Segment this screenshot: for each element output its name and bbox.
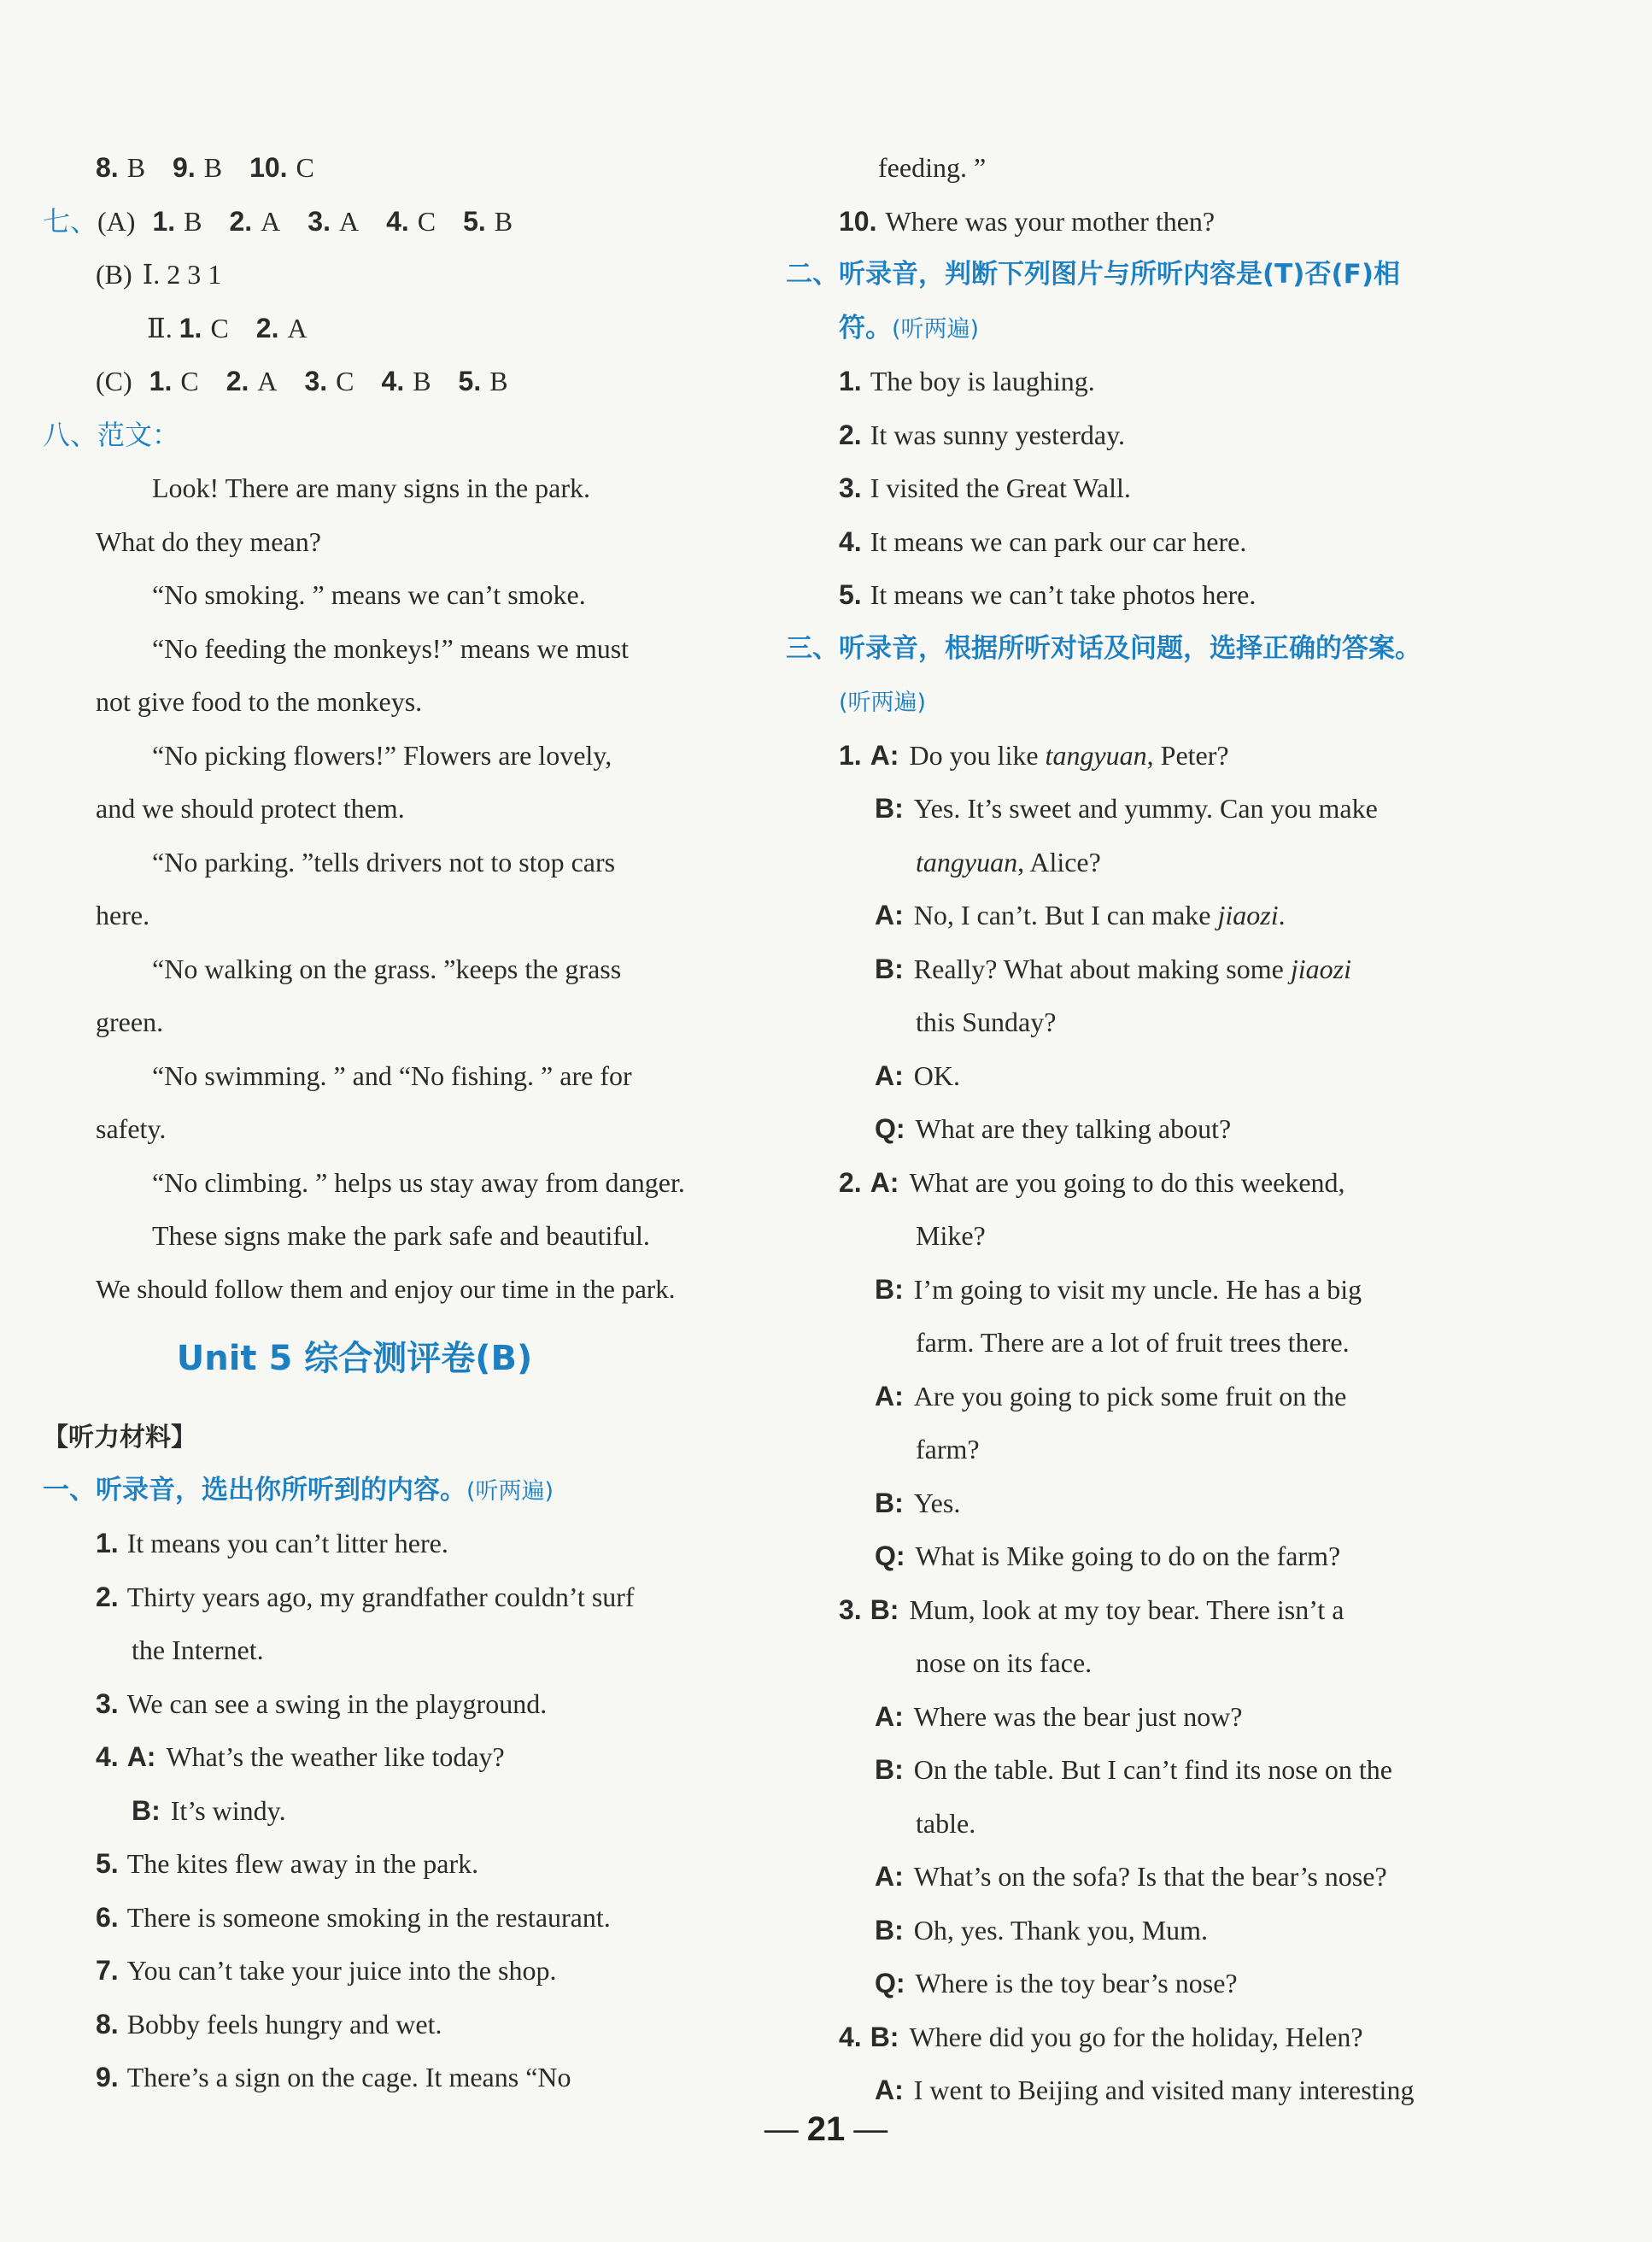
list-item-continuation: B: It’s windy. <box>132 1794 286 1826</box>
essay-line: here. <box>96 900 150 930</box>
essay-line: Look! There are many signs in the park. <box>152 472 591 503</box>
answer-section-7a: 七、(A) 1. B 2. A 3. A 4. C 5. B <box>43 205 513 237</box>
list-item: 10. Where was your mother then? <box>839 205 1216 237</box>
list-item: 1. It means you can’t litter here. <box>96 1528 448 1558</box>
section-2-heading: 二、听录音，判断下列图片与所听内容是(T)否(F)相 <box>786 259 1400 290</box>
dialogue-line: Q: What is Mike going to do on the farm? <box>875 1541 1341 1571</box>
dialogue-line: B: Yes. It’s sweet and yummy. Can you make <box>875 793 1378 824</box>
essay-line: “No parking. ”tells drivers not to stop cars <box>152 846 616 877</box>
list-item: 3. I visited the Great Wall. <box>839 472 1131 503</box>
list-item: 7. You can’t take your juice into the shop. <box>96 1955 557 1986</box>
dialogue-line: Q: What are they talking about? <box>875 1113 1232 1144</box>
list-item: 1. The boy is laughing. <box>839 366 1095 396</box>
dialogue-line: B: Yes. <box>875 1487 961 1518</box>
section-8-heading: 八、范文： <box>43 419 180 450</box>
dialogue-line: nose on its face. <box>916 1647 1093 1678</box>
dialogue-line: tangyuan, Alice? <box>916 846 1101 877</box>
dialogue-line: Mike? <box>916 1220 986 1251</box>
section-2-heading-cont: 符。(听两遍) <box>839 312 980 343</box>
answer-section-7c: (C) 1. C 2. A 3. C 4. B 5. B <box>96 366 508 396</box>
answer-line-8-10: 8. B 9. B 10. C <box>96 152 314 183</box>
listening-material-label: 【听力材料】 <box>43 1423 196 1453</box>
essay-line: “No swimming. ” and “No fishing. ” are for <box>152 1059 632 1091</box>
list-item: 5. The kites flew away in the park. <box>96 1848 479 1879</box>
essay-line: What do they mean? <box>96 525 321 557</box>
essay-line: “No smoking. ” means we can’t smoke. <box>152 579 586 610</box>
dialogue-line: A: What’s on the sofa? Is that the bear’s nose? <box>875 1861 1387 1892</box>
section-3-heading-cont: (听两遍) <box>839 690 927 716</box>
list-item: 4. A: What’s the weather like today? <box>96 1741 505 1772</box>
dialogue-line: 1. A: Do you like tangyuan, Peter? <box>839 739 1229 771</box>
dialogue-line: table. <box>916 1807 976 1839</box>
dialogue-line: B: Really? What about making some jiaozi <box>875 953 1351 984</box>
essay-line: and we should protect them. <box>96 793 405 824</box>
answer-section-7b-1: (B) Ⅰ. 2 3 1 <box>96 259 222 290</box>
dialogue-line: 3. B: Mum, look at my toy bear. There isn’t a <box>839 1593 1344 1625</box>
list-item: 8. Bobby feels hungry and wet. <box>96 2008 442 2040</box>
dialogue-line: 4. B: Where did you go for the holiday, Helen? <box>839 2021 1363 2052</box>
list-item: 2. Thirty years ago, my grandfather couldn’t surf <box>96 1581 635 1612</box>
section-3-heading: 三、听录音，根据所听对话及问题，选择正确的答案。 <box>786 632 1421 664</box>
list-item: 3. We can see a swing in the playground. <box>96 1687 548 1719</box>
list-item: 9. There’s a sign on the cage. It means “No <box>96 2062 571 2092</box>
essay-line: “No climbing. ” helps us stay away from danger. <box>152 1166 685 1198</box>
dialogue-line: farm? <box>916 1434 980 1464</box>
list-item: 2. It was sunny yesterday. <box>839 419 1125 450</box>
dialogue-line: A: Where was the bear just now? <box>875 1700 1243 1732</box>
left-column <box>43 141 718 2104</box>
list-item-continuation: feeding. ” <box>878 152 987 183</box>
dialogue-line: this Sunday? <box>916 1007 1057 1037</box>
essay-line: not give food to the monkeys. <box>96 686 423 717</box>
unit-title: Unit 5 综合测评卷(B) <box>176 1339 533 1378</box>
section-1-heading: 一、听录音，选出你所听到的内容。(听两遍) <box>43 1474 554 1505</box>
essay-line: These signs make the park safe and beautiful. <box>152 1220 650 1251</box>
essay-line: safety. <box>96 1113 167 1144</box>
page-number: 21 <box>806 2110 846 2148</box>
essay-line: “No picking flowers!” Flowers are lovely, <box>152 739 612 771</box>
model-essay <box>43 461 718 1316</box>
dialogue-line: B: I’m going to visit my uncle. He has a big <box>875 1273 1362 1305</box>
dialogue-line: B: Oh, yes. Thank you, Mum. <box>875 1914 1209 1946</box>
dialogue-line: B: On the table. But I can’t find its nose on the <box>875 1754 1392 1785</box>
answer-section-7b-2: Ⅱ. 1. C 2. A <box>147 312 308 343</box>
list-item: 5. It means we can’t take photos here. <box>839 579 1257 610</box>
dialogue-line: Q: Where is the toy bear’s nose? <box>875 1968 1238 1998</box>
dialogue-line: A: I went to Beijing and visited many interesting <box>875 2075 1415 2105</box>
essay-line: “No feeding the monkeys!” means we must <box>152 632 630 664</box>
dialogue-line: A: No, I can’t. But I can make jiaozi. <box>875 900 1286 930</box>
dialogue-line: A: Are you going to pick some fruit on the <box>875 1380 1347 1412</box>
dialogue-line: 2. A: What are you going to do this weekend, <box>839 1166 1345 1198</box>
list-item: 6. There is someone smoking in the restaurant. <box>96 1901 611 1933</box>
dialogue-line: A: OK. <box>875 1059 960 1091</box>
right-column <box>786 141 1469 2117</box>
page-number-footer: — 21 — <box>764 2110 888 2148</box>
list-item: 4. It means we can park our car here. <box>839 525 1247 557</box>
essay-line: We should follow them and enjoy our time in the park. <box>96 1273 676 1304</box>
list-item-continuation: the Internet. <box>132 1635 264 1665</box>
essay-line: “No walking on the grass. ”keeps the grass <box>152 953 622 984</box>
dialogue-line: farm. There are a lot of fruit trees there. <box>916 1327 1350 1358</box>
essay-line: green. <box>96 1007 164 1037</box>
